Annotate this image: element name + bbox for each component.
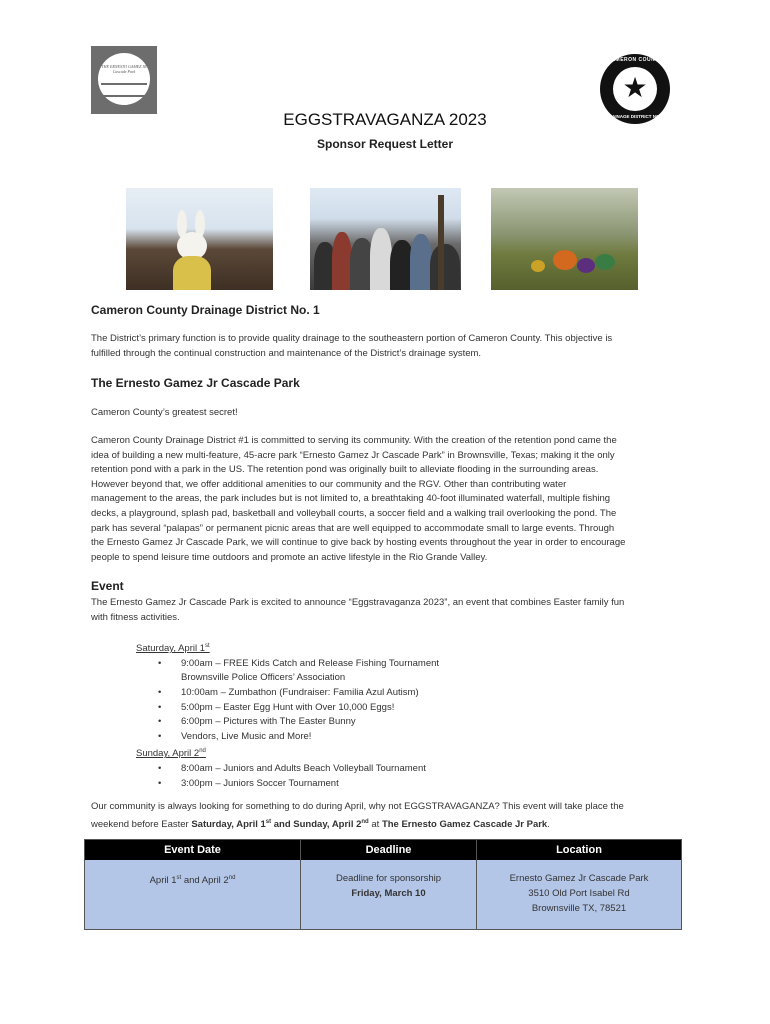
- event-intro: The Ernesto Gamez Jr Cascade Park is excited to announce “Eggstravaganza 2023”, an event that combines Easter family fun with fitness activities.: [91, 597, 625, 623]
- table-cell-location: Ernesto Gamez Jr Cascade Park 3510 Old Port Isabel Rd Brownsville TX, 78521: [509, 873, 649, 914]
- table-header-location: Location: [477, 840, 681, 860]
- table-cell-event-date: April 1st and April 2nd: [149, 875, 236, 887]
- district-heading: Cameron County Drainage District No. 1: [91, 303, 320, 317]
- day-saturday: Saturday, April 1st: [136, 643, 210, 655]
- day-sunday: Sunday, April 2nd: [136, 748, 206, 760]
- list-item: • 10:00am – Zumbathon (Fundraiser: Familia Azul Autism): [136, 686, 439, 701]
- list-item: • 5:00pm – Easter Egg Hunt with Over 10,000 Eggs!: [136, 701, 439, 716]
- table-cell-deadline: Deadline for sponsorship Friday, March 10: [335, 873, 442, 899]
- event-schedule: [136, 639, 439, 791]
- list-item-subline: Brownsville Police Officers’ Association: [181, 672, 346, 684]
- list-item: • 9:00am – FREE Kids Catch and Release Fishing Tournament: [136, 657, 439, 672]
- easter-bunny-photo: [126, 188, 273, 290]
- seal-top-text: CAMERON COUNTY: [607, 57, 663, 63]
- list-item: • 6:00pm – Pictures with The Easter Bunny: [136, 715, 439, 730]
- table-header-deadline: Deadline: [301, 840, 476, 860]
- logo-text: THE ERNESTO GAMEZ JR Cascade Park: [101, 64, 147, 74]
- list-item: • 8:00am – Juniors and Adults Beach Volleyball Tournament: [136, 762, 439, 777]
- page-subtitle: Sponsor Request Letter: [316, 137, 454, 151]
- park-heading: The Ernesto Gamez Jr Cascade Park: [91, 376, 300, 390]
- event-heading: Event: [91, 579, 124, 593]
- list-item: • 3:00pm – Juniors Soccer Tournament: [136, 777, 439, 792]
- park-tagline: Cameron County’s greatest secret!: [91, 407, 238, 418]
- crowd-photo: [310, 188, 461, 290]
- table-header-event-date: Event Date: [85, 840, 300, 860]
- park-paragraph: Cameron County Drainage District #1 is committed to serving its community. With the creation of the retention pond came the idea of building a new multi-feature, 45-acre park “Ernesto Gamez Jr Cascade Park” in Brownsville, Texas; making it the only retention pond with a park in the US. The retention pond was originally built to alleviate flooding in the surrounding areas. However beyond that, we offer additional amenities to our community and the RGV. Other than contributing water management to the areas, the park includes but is not limited to, a breathtaking 40-foot illuminated waterfall, multiple fishing decks, a playground, splash pad, basketball and volleyball courts, a soccer field and a walking trail overlooking the pond. The park has several “palapas” or permanent picnic areas that are well equipped to accommodate small to large events. Through the Ernesto Gamez Jr Cascade Park, we will continue to give back by hosting events throughout the year in order to encourage people to spend leisure time outdoors and promote an active lifestyle in the Rio Grande Valley.: [91, 435, 626, 563]
- district-paragraph: The District’s primary function is to provide quality drainage to the southeastern portion of Cameron County. This objective is fulfilled through the continual construction and maintenance of the District’s drainage system.: [91, 333, 613, 359]
- closing-paragraph: Our community is always looking for something to do during April, why not EGGSTRAVAGANZA? This event will take place the weekend before Easter Saturday, April 1st and Sunday, April 2nd at The Ernesto Gamez Cascade Jr Park.: [91, 801, 624, 830]
- star-icon: ★: [622, 72, 648, 103]
- event-info-table: [84, 839, 682, 930]
- cascade-park-logo-icon: [91, 46, 157, 114]
- seal-bottom-text: DRAINAGE DISTRICT NO. 1: [605, 114, 665, 119]
- list-item: • Vendors, Live Music and More!: [136, 730, 439, 745]
- easter-eggs-grass-photo: [491, 188, 638, 290]
- page-title: EGGSTRAVAGANZA 2023: [283, 110, 487, 129]
